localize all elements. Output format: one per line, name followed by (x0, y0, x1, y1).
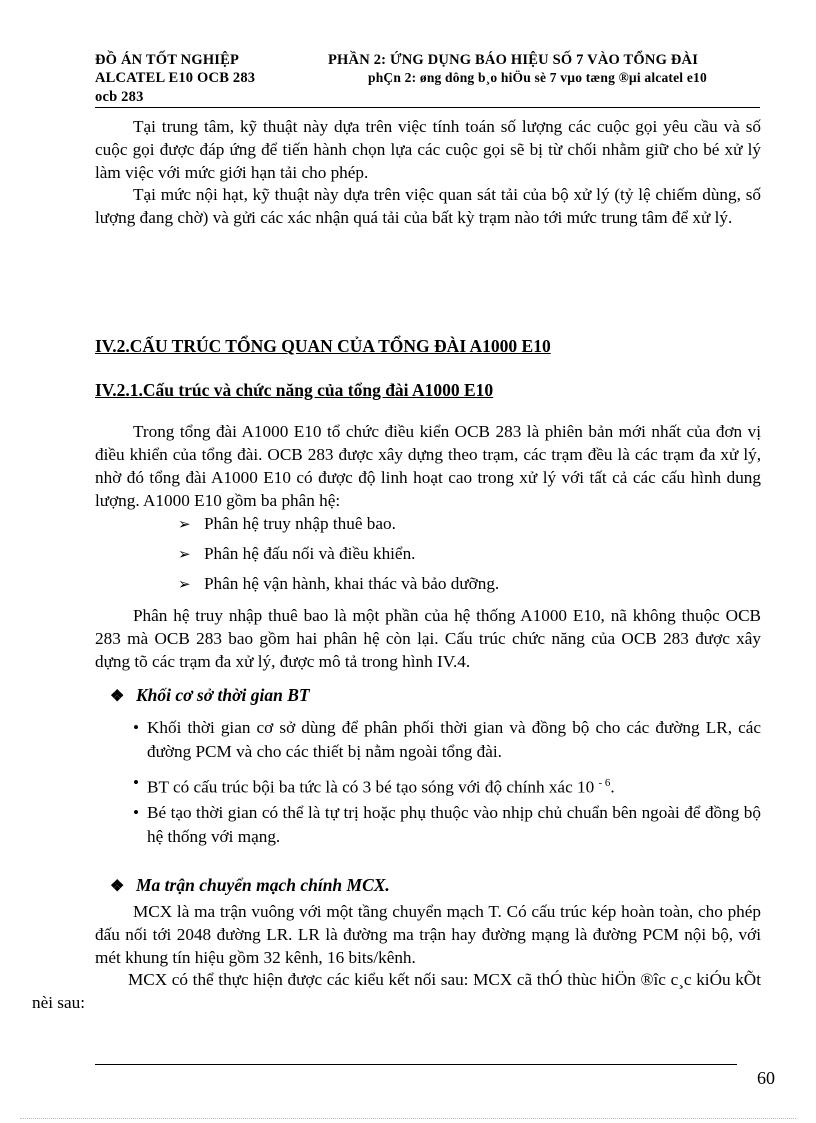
arrow-bullet-icon: ➢ (178, 517, 191, 533)
header-rule (95, 107, 760, 108)
list-item-text: Phân hệ đấu nối và điều khiển. (204, 544, 416, 563)
arrow-bullet-icon: ➢ (178, 577, 191, 593)
header-system-name: ALCATEL E10 OCB 283 (95, 70, 256, 86)
section-mcx-heading (110, 875, 390, 896)
footer-rule (95, 1064, 737, 1065)
bt-bullet: • BT có cấu trúc bội ba tức là có 3 bé tạo sóng với độ chính xác 10 $^{- 6}$. (133, 773, 615, 797)
list-item (178, 574, 499, 594)
paragraph-local-overload: Tại mức nội hạt, kỹ thuật này dựa trên việc quan sát tải của bộ xử lý (tỷ lệ chiếm dùng, số lượng đang chờ) và gửi các xác nhận quá tải của bất kỳ trạm nào tới mức trung tâm để xử lý. (95, 185, 761, 227)
section-mcx-title: Ma trận chuyển mạch chính MCX. (136, 875, 390, 895)
bullet-dot-icon: • (133, 803, 140, 822)
bt-accuracy-exponent: - 6 (598, 777, 611, 789)
diamond-bullet-icon: ❖ (110, 688, 125, 705)
list-item-text: Phân hệ vận hành, khai thác và bảo dưỡng. (204, 574, 500, 593)
section-bt-title: Khối cơ sở thời gian BT (136, 685, 310, 705)
subsection-heading: IV.2.1.Cấu trúc và chức năng của tổng đài A1000 E10 (95, 380, 494, 400)
bullet-dot-icon: • (133, 773, 140, 792)
header-doc-title: ĐỒ ÁN TỐT NGHIỆP (95, 52, 240, 68)
paragraph-central-overload: Tại trung tâm, kỹ thuật này dựa trên việc tính toán số lượng các cuộc gọi yêu cầu và số cuộc gọi được đáp ứng để tiến hành chọn lựa các cuộc gọi sẽ bị từ chối nhằm giữ cho bé xử lý làm việc với mức giới hạn tải cho phép. (95, 117, 761, 182)
bt-bullet-text: Bé tạo thời gian có thể là tự trị hoặc phụ thuộc vào nhịp chủ chuẩn bên ngoài để đồng bộ hệ thống với mạng. (147, 803, 761, 846)
bullet-dot-icon: • (133, 718, 140, 737)
page-edge-dotted-line (20, 1118, 796, 1119)
paragraph-mcx: MCX là ma trận vuông với một tầng chuyển mạch T. Có cấu trúc kép hoàn toàn, cho phép đấu nối tới 2048 đường LR. LR là đường ma trận hay đường mạng là đường PCM nội bộ, với mét khung tín hiệu gồm 32 kênh, 16 bits/kênh. (95, 902, 761, 967)
diamond-bullet-icon: ❖ (110, 878, 125, 895)
paragraph-mcx-connections: MCX có thể thực hiện được các kiểu kết nối sau: MCX cã thÓ thùc hiÖn ®îc c¸c kiÓu kÕt nèi sau: (32, 970, 761, 1012)
bt-bullet-text: Khối thời gian cơ sở dùng để phân phối thời gian và đồng bộ cho các đường LR, các đường PCM và cho các thiết bị nằm ngoài tổng đài. (147, 718, 761, 761)
bt-bullet (133, 716, 761, 764)
header-part-title: PHẦN 2: ỨNG DỤNG BÁO HIỆU SỐ 7 VÀO TỔNG ĐÀI (328, 52, 699, 68)
paragraph-subscriber-access: Phân hệ truy nhập thuê bao là một phần của hệ thống A1000 E10, nã không thuộc OCB 283 mà OCB 283 bao gồm hai phân hệ còn lại. Cấu trúc chức năng của OCB 283 được xây dựng tõ các trạm đa xử lý, được mô tả trong hình IV.4. (95, 606, 761, 671)
header-ocb-label: ocb 283 (95, 89, 144, 105)
list-item (178, 514, 396, 534)
list-item (178, 544, 415, 564)
bt-bullet-text: BT có cấu trúc bội ba tức là có 3 bé tạo sóng với độ chính xác 10 (147, 777, 595, 797)
arrow-bullet-icon: ➢ (178, 547, 191, 563)
list-item-text: Phân hệ truy nhập thuê bao. (204, 514, 396, 533)
paragraph-ocb283-intro: Trong tổng đài A1000 E10 tổ chức điều kiển OCB 283 là phiên bản mới nhất của đơn vị điều khiển của tổng đài. OCB 283 được xây dựng theo trạm, các trạm đều là các trạm đa xử lý, nhờ đó tổng đài A1000 E10 có được độ linh hoạt cao trong xử lý với tất cả các cấu hình dung lượng. A1000 E10 gồm ba phân hệ: (95, 422, 761, 510)
bt-bullet (133, 801, 761, 849)
header-part-title-legacy: phÇn 2: øng dông b¸o hiÖu sè 7 vµo tæng ®µi alcatel e10 (368, 70, 707, 85)
section-heading: IV.2.CẤU TRÚC TỔNG QUAN CỦA TỔNG ĐÀI A1000 E10 (95, 336, 551, 356)
section-bt-heading (110, 685, 310, 706)
page-number: 60 (757, 1068, 775, 1088)
